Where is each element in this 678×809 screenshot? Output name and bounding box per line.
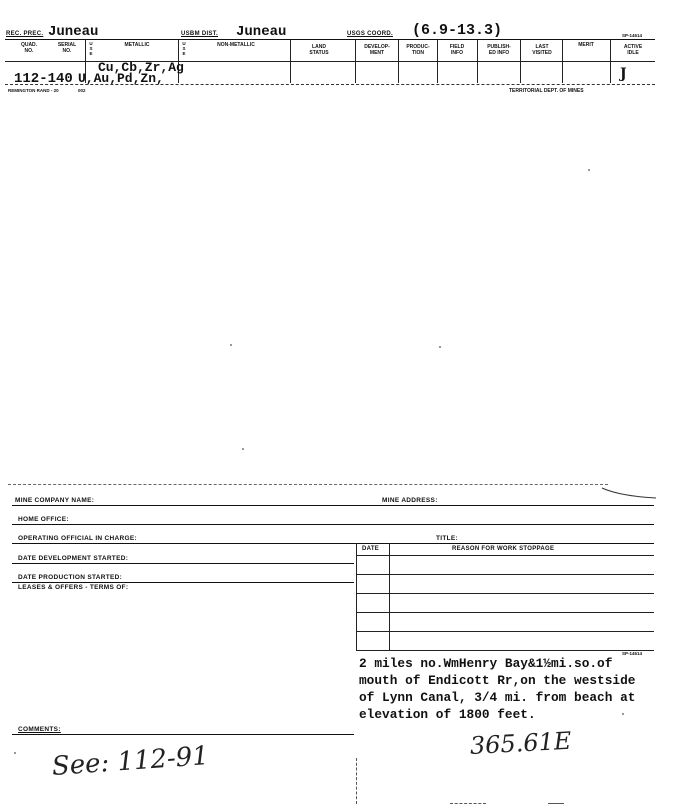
- scan-speck: [230, 344, 232, 346]
- line-date-prod: [12, 582, 354, 583]
- scan-speck: [439, 346, 441, 348]
- col-published-info: PUBLISH- ED INFO: [487, 44, 511, 56]
- usbm-dist-value: Juneau: [236, 24, 287, 40]
- table-row-line: [356, 612, 654, 613]
- active-idle-mark: J: [620, 66, 627, 82]
- handwritten-number: 365.61E: [469, 726, 573, 760]
- table-row-line: [356, 631, 654, 632]
- col-line: [290, 40, 291, 83]
- col-line: [520, 40, 521, 83]
- col-active-idle: ACTIVE IDLE: [623, 44, 643, 56]
- footer-left-num: 002: [78, 88, 86, 93]
- footer-left: REMINGTON RAND - 20: [8, 88, 59, 93]
- date-col-label: DATE: [362, 546, 380, 552]
- location-line-4: elevation of 1800 feet.: [359, 707, 536, 722]
- col-last-visited: LAST VISITED: [532, 44, 552, 56]
- col-line: [398, 40, 399, 83]
- col-use-2: U S E: [182, 41, 186, 56]
- col-line: [355, 40, 356, 83]
- col-quad-no: QUAD. NO.: [20, 42, 38, 54]
- col-field-info: FIELD INFO: [449, 44, 465, 56]
- title-label: TITLE:: [436, 535, 459, 542]
- card-code: SP-14614: [622, 33, 643, 38]
- rec-prec-label: REC. PREC.: [6, 31, 44, 37]
- location-line-3: of Lynn Canal, 3/4 mi. from beach at: [359, 690, 636, 705]
- card-corner-curve: [600, 480, 660, 502]
- metallic-line-1: Cu,Cb,Zr,Ag: [98, 60, 184, 75]
- col-land-status: LAND STATUS: [309, 44, 329, 56]
- col-use-1: U S E: [89, 41, 93, 56]
- table-date-divider: [389, 543, 390, 651]
- location-line-1: 2 miles no.WmHenry Bay&1½mi.so.of: [359, 656, 613, 671]
- card-code-2: SP-14614: [622, 651, 643, 656]
- reason-col-label: REASON FOR WORK STOPPAGE: [452, 546, 555, 552]
- usbm-dist-label: USBM DIST.: [181, 31, 219, 37]
- line-table-header: [356, 555, 654, 556]
- quad-serial-value: 112-140: [14, 71, 73, 87]
- line-date-dev: [12, 563, 354, 564]
- col-merit: MERIT: [578, 42, 594, 48]
- usgs-coord-label: USGS COORD.: [347, 31, 393, 37]
- col-line: [562, 40, 563, 83]
- col-serial-no: SERIAL NO.: [57, 42, 77, 54]
- line-mine-company: [12, 505, 654, 506]
- comments-handwritten: See: 112-91: [50, 741, 210, 782]
- date-development-label: DATE DEVELOPMENT STARTED:: [18, 555, 129, 562]
- row1-divider: [5, 39, 655, 40]
- usgs-coord-value: (6.9-13.3): [412, 22, 503, 39]
- footer-right: TERRITORIAL DEPT. OF MINES: [509, 88, 584, 94]
- bottom-dash: [548, 803, 564, 804]
- date-production-label: DATE PRODUCTION STARTED:: [18, 574, 123, 581]
- comments-label: COMMENTS:: [18, 726, 61, 733]
- mine-address-label: MINE ADDRESS:: [382, 497, 438, 504]
- table-row-line: [356, 593, 654, 594]
- col-line: [437, 40, 438, 83]
- col-production: PRODUC- TION: [406, 44, 430, 56]
- bottom-dash: [450, 803, 486, 804]
- table-row-line: [356, 574, 654, 575]
- mine-company-label: MINE COMPANY NAME:: [15, 497, 95, 504]
- leases-label: LEASES & OFFERS - TERMS OF:: [18, 584, 129, 591]
- scan-speck: [242, 448, 244, 450]
- card-top-edge: [8, 484, 608, 485]
- home-office-label: HOME OFFICE:: [18, 516, 69, 523]
- scan-speck: [622, 713, 624, 715]
- col-metallic: METALLIC: [124, 42, 150, 48]
- metallic-line-2: U,Au,Pd,Zn,: [78, 71, 164, 86]
- col-line: [477, 40, 478, 83]
- line-operating: [12, 543, 654, 544]
- col-development: DEVELOP- MENT: [364, 44, 390, 56]
- scan-speck: [588, 169, 590, 171]
- col-line: [610, 40, 611, 83]
- card-bottom-line: [5, 84, 655, 85]
- line-comments: [12, 734, 354, 735]
- col-non-metallic: NON-METALLIC: [217, 42, 255, 48]
- operating-official-label: OPERATING OFFICIAL IN CHARGE:: [18, 535, 137, 542]
- bottom-divider: [356, 758, 357, 804]
- scan-speck: [14, 752, 16, 754]
- location-line-2: mouth of Endicott Rr,on the westside: [359, 673, 636, 688]
- rec-prec-value: Juneau: [48, 24, 99, 40]
- line-home-office: [12, 524, 654, 525]
- table-left-border: [356, 543, 357, 651]
- table-row-line: [356, 650, 654, 651]
